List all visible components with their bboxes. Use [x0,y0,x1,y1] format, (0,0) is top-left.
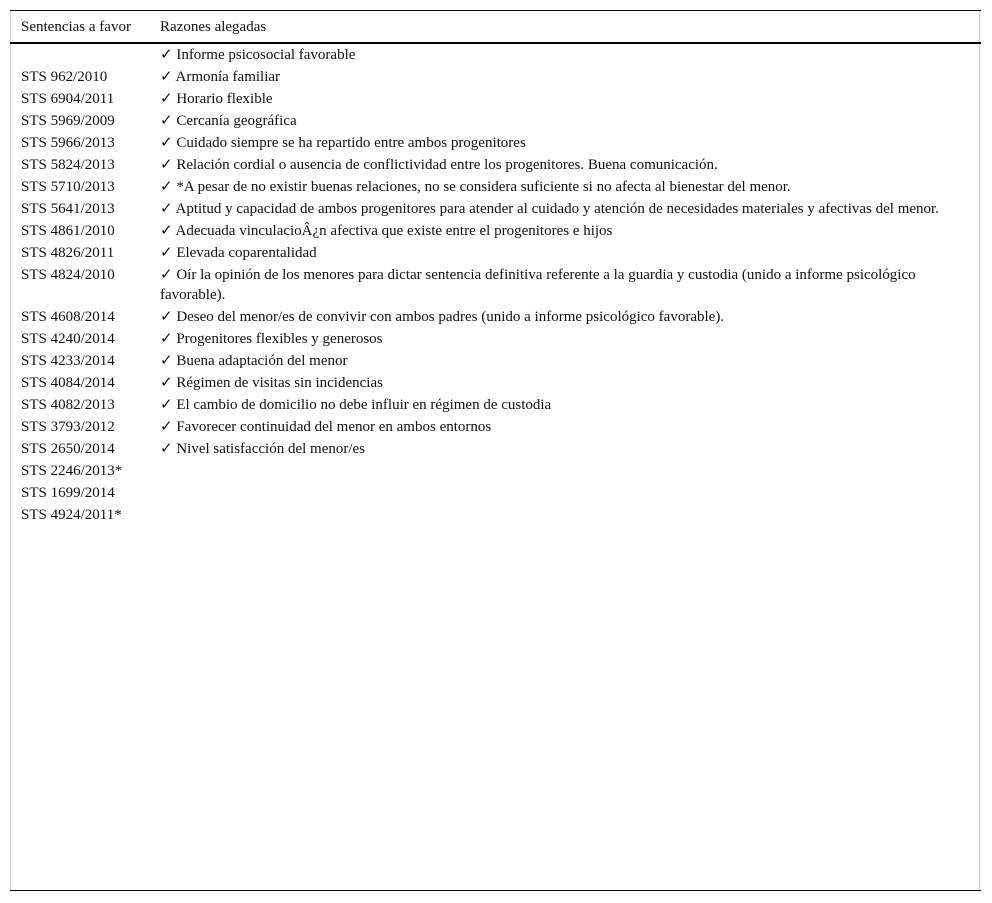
sentencia-cell: STS 5966/2013 [21,135,115,151]
razon-cell: ✓ Adecuada vinculacioÂ¿n afectiva que existe entre el progenitores e hijos [160,223,613,239]
table-row [0,243,992,265]
razon-cell: ✓ Oír la opinión de los menores para dictar sentencia definitiva referente a la guardia y custodia (unido a informe psicológico favorable). [160,267,916,303]
table-row [0,461,992,483]
razon-cell: ✓ Horario flexible [160,91,273,107]
sentencia-cell: STS 4861/2010 [21,223,115,239]
table-row [0,45,992,67]
sentencia-cell: STS 4233/2014 [21,353,115,369]
table-row [0,177,992,199]
razon-cell: ✓ Nivel satisfacción del menor/es [160,441,366,457]
table-row [0,265,992,307]
table-row [0,329,992,351]
table-row [0,307,992,329]
table-row [0,351,992,373]
table-row [0,221,992,243]
sentencia-cell: STS 2650/2014 [21,441,115,457]
table-row [0,439,992,461]
razon-cell: ✓ *A pesar de no existir buenas relaciones, no se considera suficiente si no afecta al bienestar del menor. [160,179,791,195]
razon-cell: ✓ Régimen de visitas sin incidencias [160,375,383,391]
table-row [0,133,992,155]
table-body [0,45,992,527]
top-rule [10,10,981,11]
razon-cell: ✓ Deseo del menor/es de convivir con ambos padres (unido a informe psicológico favorable). [160,309,725,325]
razon-cell: ✓ Cuidado siempre se ha repartido entre ambos progenitores [160,135,526,151]
bottom-rule [10,890,981,891]
table-row [0,199,992,221]
razon-cell: ✓ Progenitores flexibles y generosos [160,331,383,347]
sentencia-cell: STS 4924/2011* [21,507,122,523]
sentencia-cell: STS 3793/2012 [21,419,115,435]
razon-cell: ✓ Relación cordial o ausencia de conflictividad entre los progenitores. Buena comunicación. [160,157,718,173]
table-row [0,89,992,111]
table-row [0,373,992,395]
sentencia-cell: STS 4084/2014 [21,375,115,391]
razon-cell: ✓ Cercanía geográfica [160,113,297,129]
header-rule [10,42,981,44]
table-row [0,417,992,439]
razon-cell: ✓ Favorecer continuidad del menor en ambos entornos [160,419,492,435]
razon-cell: ✓ Aptitud y capacidad de ambos progenitores para atender al cuidado y atención de necesidades materiales y afectivas del menor. [160,201,939,217]
sentencia-cell: STS 4608/2014 [21,309,115,325]
razon-cell: ✓ Elevada coparentalidad [160,245,317,261]
table-row [0,111,992,133]
sentencia-cell: STS 6904/2011 [21,91,115,107]
sentencia-cell: STS 5641/2013 [21,201,115,217]
razon-cell: ✓ Informe psicosocial favorable [160,47,356,63]
sentencia-cell: STS 962/2010 [21,69,108,85]
table-row [0,505,992,527]
sentencia-cell: STS 4824/2010 [21,267,115,283]
sentencia-cell: STS 4240/2014 [21,331,115,347]
sentencia-cell [21,45,139,65]
table-row [0,395,992,417]
razon-cell: ✓ Buena adaptación del menor [160,353,348,369]
sentencia-cell: STS 2246/2013* [21,463,123,479]
table-row [0,155,992,177]
sentencia-cell: STS 4082/2013 [21,397,115,413]
sentencia-cell: STS 5710/2013 [21,179,115,195]
razon-cell: ✓ El cambio de domicilio no debe influir en régimen de custodia [160,397,552,413]
razon-cell: ✓ Armonía familiar [160,69,281,85]
sentencia-cell: STS 5824/2013 [21,157,115,173]
sentencia-cell: STS 4826/2011 [21,245,115,261]
header-razones: Razones alegadas [160,19,267,35]
sentencia-cell: STS 5969/2009 [21,113,115,129]
header-sentencias: Sentencias a favor [21,19,131,35]
sentencia-cell: STS 1699/2014 [21,485,115,501]
table-row [0,67,992,89]
table-row [0,483,992,505]
